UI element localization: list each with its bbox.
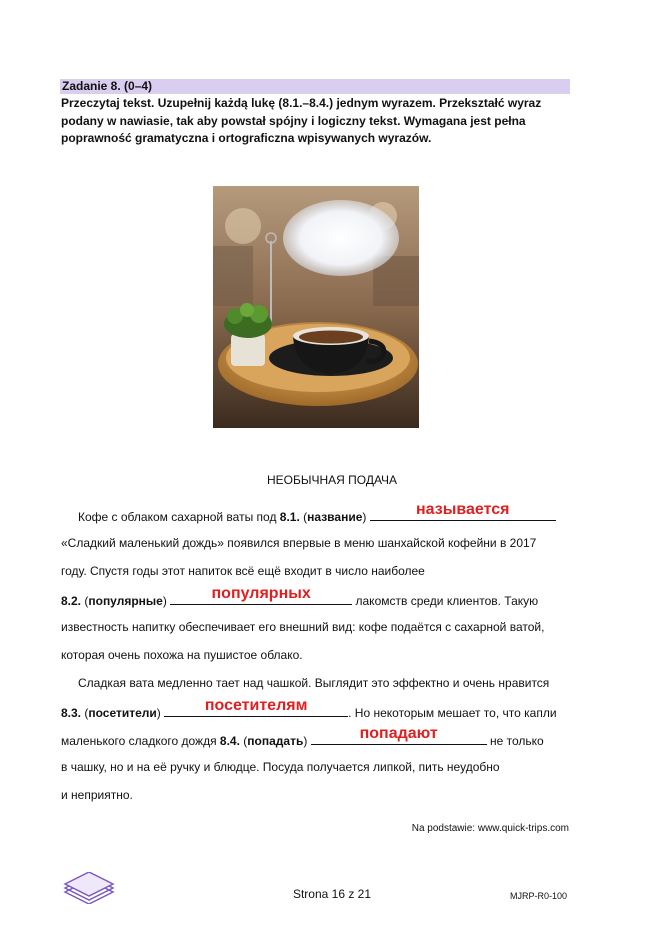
base-word: попадать [247,734,304,748]
gap-number: 8.1. [279,510,300,524]
text-fragment: не только [486,734,544,748]
text-line: 8.2. (популярные) популярных лакомств среди клиентов. Такую [61,585,539,608]
answer-text: попадают [359,725,438,742]
base-word: посетители [88,706,157,720]
exam-code: MJRP-R0-100 [510,891,568,901]
gap-number: 8.3. [61,706,82,720]
answer-text: посетителям [204,697,308,714]
text-fragment: . Но некоторым мешает то, что капли [348,706,557,720]
text-line: в чашку, но и на её ручку и блюдце. Посуда получается липкой, пить неудобно [61,760,500,774]
answer-text: называется [415,501,510,518]
text-line: маленького сладкого дождя 8.4. (попадать) попадают не только [61,725,544,748]
text-line: Сладкая вата медленно тает над чашкой. Выглядит это эффектно и очень нравится [78,676,550,690]
gap-number: 8.4. [219,734,240,748]
answer-gap-8-3[interactable] [164,697,348,717]
text-fragment: лакомств среди клиентов. Такую [352,594,539,608]
instruction-line: poprawność gramatyczna i ortograficzna wpisywanych wyrazów. [61,131,432,145]
text-line: 8.3. (посетители) посетителям . Но некоторым мешает то, что капли [61,697,557,720]
answer-gap-8-1[interactable] [370,501,556,521]
text-line: «Сладкий маленький дождь» появился впервые в меню шанхайской кофейни в 2017 [61,536,537,550]
text-title: НЕОБЫЧНАЯ ПОДАЧА [266,473,398,487]
base-word: название [307,510,363,524]
text-fragment: маленького сладкого дождя [61,734,220,748]
text-fragment: Кофе с облаком сахарной ваты под [78,510,280,524]
text-line: которая очень похожа на пушистое облако. [61,648,303,662]
text-line: Кофе с облаком сахарной ваты под 8.1. (название) называется [78,505,556,525]
text-line: известность напитку обеспечивает его внешний вид: кофе подаётся с сахарной ватой, [61,620,545,634]
text-line: и неприятно. [61,788,133,802]
coffee-cotton-candy-photo [213,186,419,428]
answer-gap-8-4[interactable] [311,725,487,745]
instruction-line: Przeczytaj tekst. Uzupełnij każdą lukę (8.1.–8.4.) jednym wyrazem. Przekształć wyraz [61,96,542,110]
gap-number: 8.2. [61,594,82,608]
instruction-line: podany w nawiasie, tak aby powstał spójny i logiczny tekst. Wymagana jest pełna [61,113,526,128]
page-number: Strona 16 z 21 [292,887,372,901]
answer-gap-8-2[interactable] [170,585,352,605]
answer-text: популярных [211,585,311,602]
task-instructions [61,95,571,148]
base-word: популярные [88,594,163,608]
text-line: году. Спустя годы этот напиток всё ещё входит в число наиболее [61,564,425,578]
source-note: Na podstawie: www.quick-trips.com [411,823,569,834]
task-header: Zadanie 8. (0–4) [60,79,570,94]
